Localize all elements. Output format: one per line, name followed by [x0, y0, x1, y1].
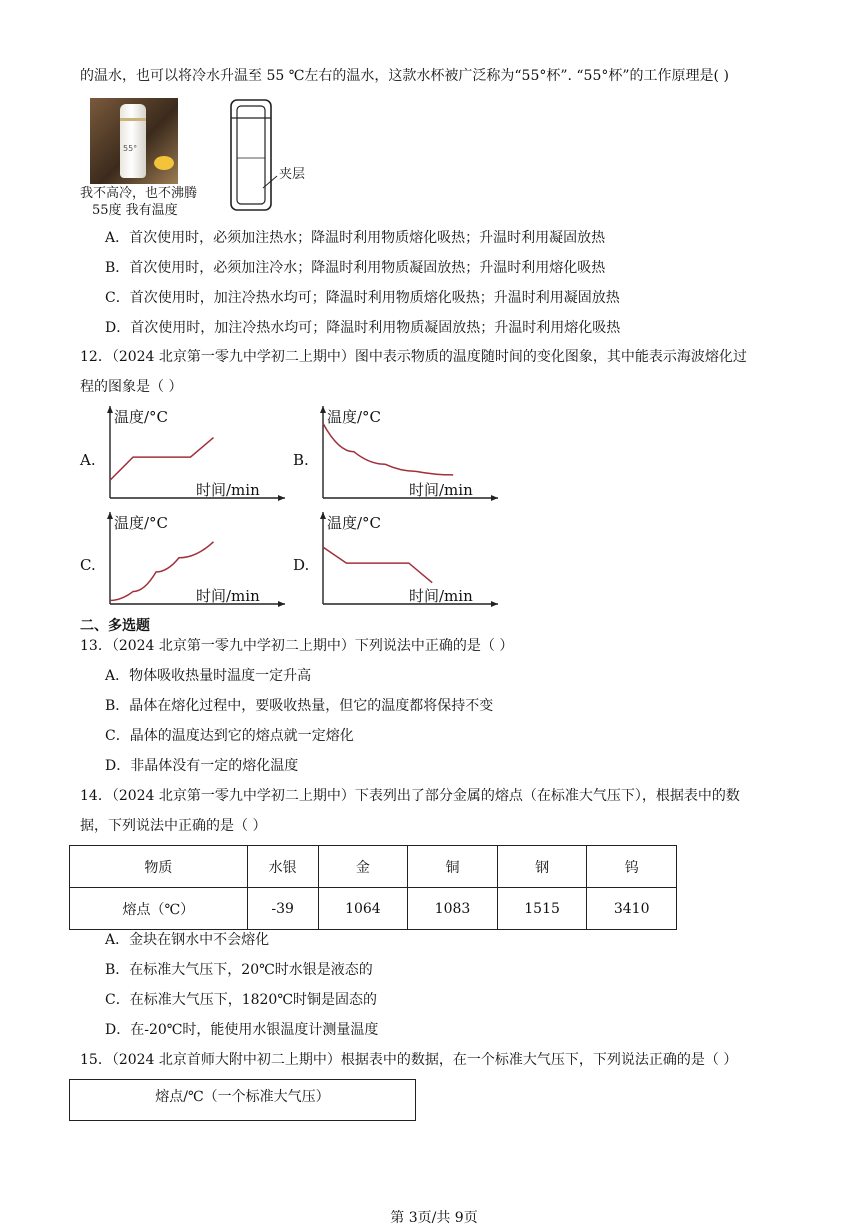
- y-axis-arrow-icon: [320, 512, 326, 519]
- diagram-label: 夹层: [279, 167, 306, 182]
- table-cell: 1083: [408, 888, 498, 930]
- temperature-time-chart-b: [313, 400, 503, 510]
- temperature-curve: [323, 423, 453, 475]
- q15-table: [69, 1079, 416, 1121]
- temperature-curve: [323, 547, 432, 583]
- x-axis-arrow-icon: [491, 601, 498, 607]
- y-axis-label: 温度/°C: [327, 408, 382, 426]
- q15-stem: 15．（2024 北京首师大附中初二上期中）根据表中的数据，在一个标准大气压下，下列说法正确的是（ ）: [80, 1052, 738, 1068]
- lemon-slice: [154, 156, 174, 170]
- x-axis-arrow-icon: [278, 495, 285, 501]
- table-cell: 1515: [497, 888, 587, 930]
- cup-image: [120, 104, 146, 178]
- q14-option-b[interactable]: B．在标准大气压下，20℃时水银是液态的: [105, 962, 373, 978]
- table-cell: 熔点（℃）: [70, 888, 248, 930]
- x-axis-arrow-icon: [491, 495, 498, 501]
- y-axis-label: 温度/°C: [114, 514, 169, 532]
- photo-caption-2: 55度 我有温度: [92, 203, 178, 218]
- table-cell: 金: [318, 846, 408, 888]
- cup-photo: [90, 98, 178, 184]
- q11-option-c[interactable]: C．首次使用时，加注冷热水均可；降温时利用物质熔化吸热；升温时利用凝固放热: [105, 290, 620, 306]
- temperature-curve: [110, 438, 214, 481]
- table-cell: 1064: [318, 888, 408, 930]
- table-cell: -39: [247, 888, 318, 930]
- x-axis-arrow-icon: [278, 601, 285, 607]
- table-row: [70, 888, 677, 930]
- chart-c-option-label[interactable]: C.: [80, 556, 96, 574]
- q14-option-d[interactable]: D．在-20℃时，能使用水银温度计测量温度: [105, 1022, 379, 1038]
- table-cell: 钢: [497, 846, 587, 888]
- q14-stem-line1: 14．（2024 北京第一零九中学初二上期中）下表列出了部分金属的熔点（在标准大气压下），根据表中的数: [80, 788, 740, 804]
- cup-label: 55°: [123, 144, 138, 153]
- q11-option-d[interactable]: D．首次使用时，加注冷热水均可；降温时利用物质凝固放热；升温时利用熔化吸热: [105, 320, 621, 336]
- y-axis-arrow-icon: [320, 406, 326, 413]
- section-heading-multiple-choice: 二、多选题: [80, 618, 150, 634]
- q13-stem: 13．（2024 北京第一零九中学初二上期中）下列说法中正确的是（ ）: [80, 638, 514, 654]
- q13-option-d[interactable]: D．非晶体没有一定的熔化温度: [105, 758, 299, 774]
- q13-option-c[interactable]: C．晶体的温度达到它的熔点就一定熔化: [105, 728, 354, 744]
- chart-b-option-label[interactable]: B.: [293, 451, 309, 469]
- table-cell: 钨: [587, 846, 677, 888]
- temperature-time-chart-d: [313, 506, 503, 616]
- melting-point-table: [69, 845, 677, 930]
- table-row: [70, 846, 677, 888]
- q13-option-b[interactable]: B．晶体在熔化过程中，要吸收热量，但它的温度都将保持不变: [105, 698, 494, 714]
- q11-stem-tail: 的温水，也可以将冷水升温至 55 ℃左右的温水，这款水杯被广泛称为“55°杯”. “55°杯”的工作原理是( ): [80, 68, 729, 84]
- x-axis-label: 时间/min: [196, 587, 260, 605]
- table-cell: 物质: [70, 846, 248, 888]
- temperature-time-chart-c: [100, 506, 290, 616]
- page-footer: 第 3页/共 9页: [390, 1210, 478, 1226]
- y-axis-label: 温度/°C: [327, 514, 382, 532]
- q14-option-c[interactable]: C．在标准大气压下，1820℃时铜是固态的: [105, 992, 378, 1008]
- q12-stem-line1: 12．（2024 北京第一零九中学初二上期中）图中表示物质的温度随时间的变化图象，其中能表示海波熔化过: [80, 349, 747, 365]
- temperature-time-chart-a: [100, 400, 290, 510]
- table-cell: 3410: [587, 888, 677, 930]
- table-cell: 水银: [247, 846, 318, 888]
- y-axis-arrow-icon: [107, 512, 113, 519]
- q13-option-a[interactable]: A．物体吸收热量时温度一定升高: [105, 668, 312, 684]
- x-axis-label: 时间/min: [196, 481, 260, 499]
- q11-option-b[interactable]: B．首次使用时，必须加注冷水；降温时利用物质凝固放热；升温时利用熔化吸热: [105, 260, 606, 276]
- q11-option-a[interactable]: A．首次使用时，必须加注热水；降温时利用物质熔化吸热；升温时利用凝固放热: [105, 230, 606, 246]
- chart-a-option-label[interactable]: A.: [80, 451, 96, 469]
- table-cell: 铜: [408, 846, 498, 888]
- q12-stem-line2: 程的图象是（ ）: [80, 379, 183, 395]
- x-axis-label: 时间/min: [409, 587, 473, 605]
- x-axis-label: 时间/min: [409, 481, 473, 499]
- cup-cross-section-diagram: [225, 96, 315, 218]
- photo-caption-1: 我不高冷，也不沸腾: [80, 186, 198, 201]
- y-axis-arrow-icon: [107, 406, 113, 413]
- q15-table-header: 熔点/℃（一个标准大气压）: [155, 1089, 330, 1105]
- q14-stem-line2: 据，下列说法中正确的是（ ）: [80, 818, 267, 834]
- chart-d-option-label[interactable]: D.: [293, 556, 310, 574]
- y-axis-label: 温度/°C: [114, 408, 169, 426]
- q14-option-a[interactable]: A．金块在钢水中不会熔化: [105, 932, 270, 948]
